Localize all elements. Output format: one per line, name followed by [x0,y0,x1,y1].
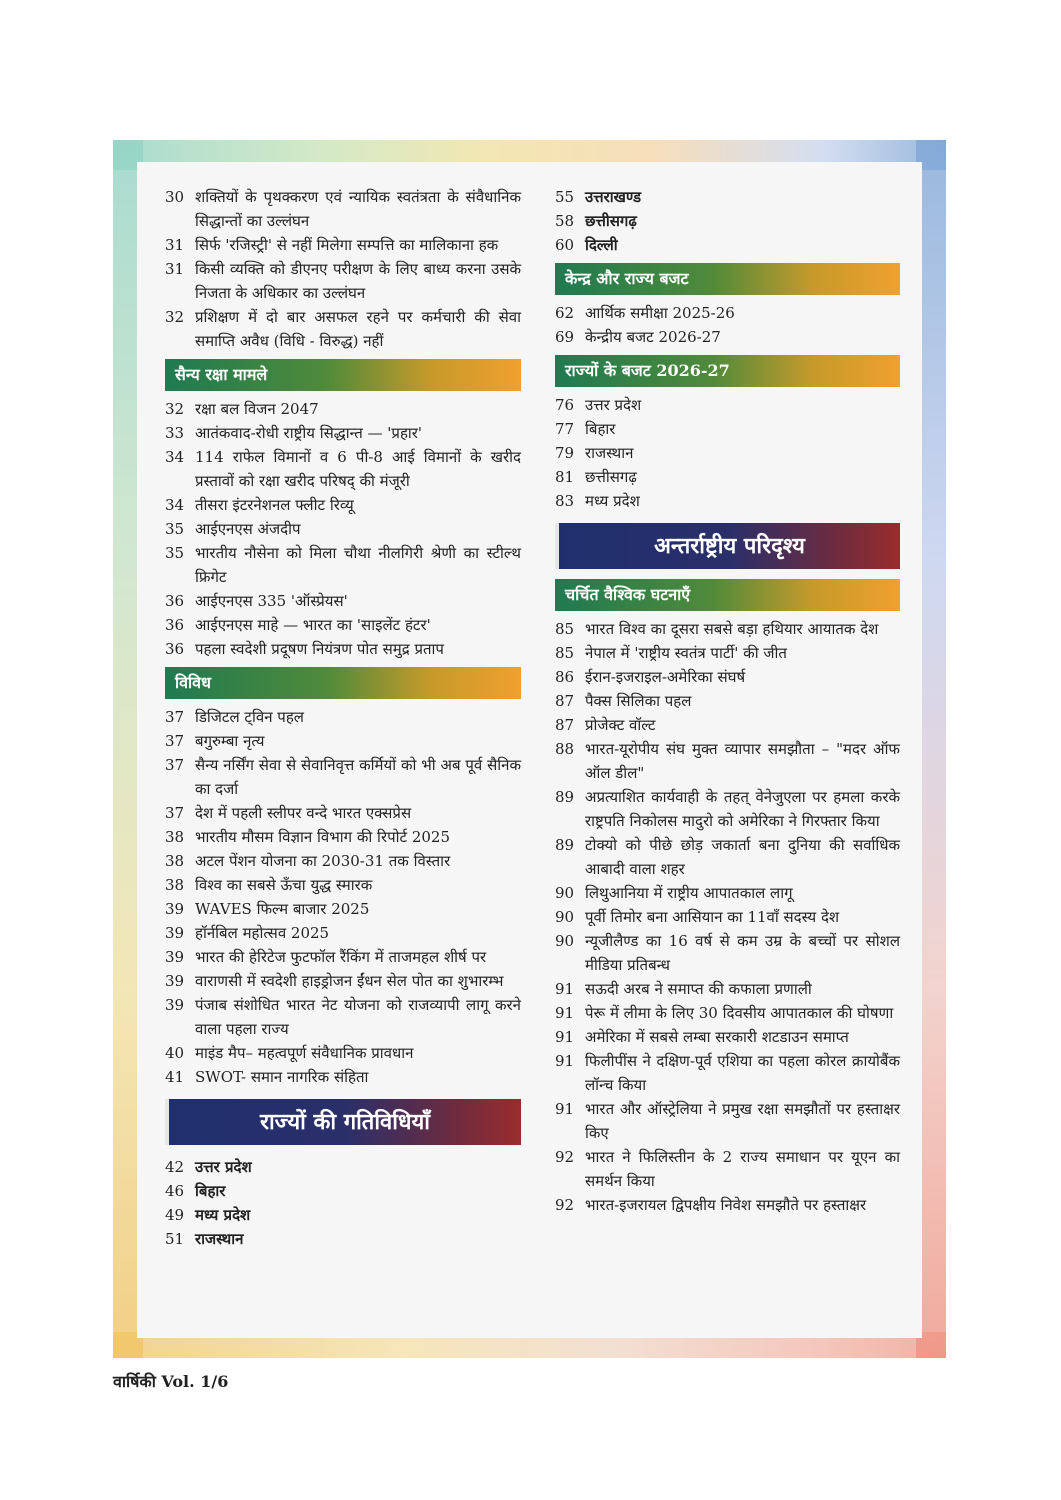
toc-entry[interactable] [555,301,900,325]
entry-title: मध्य प्रदेश [585,492,640,510]
entry-title: वाराणसी में स्वदेशी हाइड्रोजन ईंधन सेल पोत का शुभारम्भ [195,972,504,990]
section-heading: चर्चित वैश्विक घटनाएँ [555,579,900,611]
page-number: 51 [165,1230,185,1248]
entry-title: माइंड मैप– महत्वपूर्ण संवैधानिक प्रावधान [195,1044,414,1062]
section-heading: केन्द्र और राज्य बजट [555,263,900,295]
chapter-banner: राज्यों की गतिविधियाँ [165,1099,521,1145]
entry-title: प्रशिक्षण में दो बार असफल रहने पर कर्मचारी की सेवा समाप्ति अवैध (विधि - विरुद्ध) नहीं [195,308,521,350]
entry-title: सिर्फ 'रजिस्ट्री' से नहीं मिलेगा सम्पत्ति का मालिकाना हक [195,236,499,254]
toc-entry[interactable] [555,209,900,233]
entry-title: राजस्थान [195,1230,244,1248]
page-number: 35 [165,520,185,538]
page-number: 39 [165,900,185,918]
left-column [165,185,521,1251]
entry-title: 114 राफेल विमानों व 6 पी-8 आई विमानों के खरीद प्रस्तावों को रक्षा खरीद परिषद् की मंजूरी [195,448,521,490]
entry-title: पंजाब संशोधित भारत नेट योजना को राजव्यापी लागू करने वाला पहला राज्य [195,996,521,1038]
toc-entry[interactable] [165,445,521,493]
entry-title: भारतीय नौसेना को मिला चौथा नीलगिरी श्रेणी का स्टील्थ फ्रिगेट [195,544,521,586]
toc-entry[interactable] [165,801,521,825]
page-number: 41 [165,1068,185,1086]
toc-entry[interactable] [555,1097,900,1145]
entry-title: उत्तर प्रदेश [585,396,642,414]
toc-entry[interactable] [555,617,900,641]
page-number: 60 [555,236,575,254]
page-number: 86 [555,668,575,686]
page-number: 40 [165,1044,185,1062]
page-number: 32 [165,308,185,326]
page-number: 55 [555,188,575,206]
entry-title: छत्तीसगढ़ [585,468,637,486]
page-number: 32 [165,400,185,418]
entry-title: पैक्स सिलिका पहल [585,692,692,710]
entry-title: आईएनएस माहे — भारत का 'साइलेंट हंटर' [195,616,431,634]
toc-entry[interactable] [165,257,521,305]
entry-title: राजस्थान [585,444,634,462]
page-number: 90 [555,884,575,902]
toc-entry[interactable] [555,1145,900,1193]
page-number: 91 [555,1028,575,1046]
section-heading: राज्यों के बजट 2026-27 [555,355,900,387]
page-number: 85 [555,644,575,662]
entry-title: भारत विश्व का दूसरा सबसे बड़ा हथियार आयातक देश [585,620,879,638]
entry-title: टोक्यो को पीछे छोड़ जकार्ता बना दुनिया की सर्वाधिक आबादी वाला शहर [585,836,900,878]
toc-entry[interactable] [165,493,521,517]
page-number: 39 [165,924,185,942]
page-number: 91 [555,1052,575,1070]
page-number: 91 [555,980,575,998]
entry-title: शक्तियों के पृथक्करण एवं न्यायिक स्वतंत्रता के संवैधानिक सिद्धान्तों का उल्लंघन [195,188,521,230]
page-number: 31 [165,260,185,278]
entry-title: पूर्वी तिमोर बना आसियान का 11वाँ सदस्य देश [585,908,840,926]
toc-entry[interactable] [555,905,900,929]
entry-title: ईरान-इजराइल-अमेरिका संघर्ष [585,668,746,686]
toc-entry[interactable] [555,465,900,489]
page-number: 38 [165,852,185,870]
page-number: 90 [555,908,575,926]
toc-entry[interactable] [555,785,900,833]
toc-entry[interactable] [555,665,900,689]
section-heading: सैन्य रक्षा मामले [165,359,521,391]
entry-title: बगुरुम्बा नृत्य [195,732,265,750]
page-number: 34 [165,496,185,514]
page-number: 81 [555,468,575,486]
page-number: 36 [165,640,185,658]
page-number: 91 [555,1100,575,1118]
toc-entry[interactable] [165,517,521,541]
page-number: 62 [555,304,575,322]
page-number: 46 [165,1182,185,1200]
page-number: 92 [555,1196,575,1214]
entry-title: छत्तीसगढ़ [585,212,637,230]
page-number: 87 [555,692,575,710]
toc-entry[interactable] [555,325,900,349]
toc-entry[interactable] [165,421,521,445]
entry-title: न्यूजीलैण्ड का 16 वर्ष से कम उम्र के बच्चों पर सोशल मीडिया प्रतिबन्ध [585,932,900,974]
page-number: 85 [555,620,575,638]
entry-title: लिथुआनिया में राष्ट्रीय आपातकाल लागू [585,884,793,902]
page-number: 34 [165,448,185,466]
toc-entry[interactable] [165,705,521,729]
right-column [555,185,900,1217]
toc-entry[interactable] [555,881,900,905]
entry-title: अटल पेंशन योजना का 2030-31 तक विस्तार [195,852,451,870]
chapter-banner: अन्तर्राष्ट्रीय परिदृश्य [555,523,900,569]
page-number: 39 [165,996,185,1014]
toc-entry[interactable] [165,921,521,945]
entry-title: हॉर्नबिल महोत्सव 2025 [195,924,330,942]
entry-title: आईएनएस अंजदीप [195,520,301,538]
toc-entry[interactable] [555,185,900,209]
entry-title: भारत और ऑस्ट्रेलिया ने प्रमुख रक्षा समझौतों पर हस्ताक्षर किए [585,1100,900,1142]
toc-entry[interactable] [165,1155,521,1179]
page-number: 79 [555,444,575,462]
entry-title: सैन्य नर्सिंग सेवा से सेवानिवृत्त कर्मियों को भी अब पूर्व सैनिक का दर्जा [195,756,521,798]
toc-entry[interactable] [555,977,900,1001]
page-number: 88 [555,740,575,758]
toc-entry[interactable] [555,489,900,513]
entry-title: विश्व का सबसे ऊँचा युद्ध स्मारक [195,876,373,894]
entry-title: उत्तराखण्ड [585,188,642,206]
page-number: 87 [555,716,575,734]
page-number: 37 [165,756,185,774]
page-number: 77 [555,420,575,438]
page-number: 38 [165,828,185,846]
toc-entry[interactable] [165,185,521,233]
page-number: 92 [555,1148,575,1166]
entry-title: भारत ने फिलिस्तीन के 2 राज्य समाधान पर यूएन का समर्थन किया [585,1148,900,1190]
entry-title: देश में पहली स्लीपर वन्दे भारत एक्सप्रेस [195,804,412,822]
toc-entry[interactable] [165,1179,521,1203]
page-number: 91 [555,1004,575,1022]
toc-entry[interactable] [165,589,521,613]
entry-title: आईएनएस 335 'ऑस्प्रेयस' [195,592,348,610]
toc-entry[interactable] [165,1041,521,1065]
toc-entry[interactable] [555,441,900,465]
entry-title: फिलीपींस ने दक्षिण-पूर्व एशिया का पहला कोरल क्रायोबैंक लॉन्च किया [585,1052,900,1094]
entry-title: अमेरिका में सबसे लम्बा सरकारी शटडाउन समाप्त [585,1028,849,1046]
entry-title: सऊदी अरब ने समाप्त की कफाला प्रणाली [585,980,812,998]
entry-title: WAVES फिल्म बाजार 2025 [195,900,370,918]
toc-entry[interactable] [165,993,521,1041]
toc-entry[interactable] [555,713,900,737]
page-number: 33 [165,424,185,442]
toc-entry[interactable] [165,233,521,257]
entry-title: किसी व्यक्ति को डीएनए परीक्षण के लिए बाध्य करना उसके निजता के अधिकार का उल्लंघन [195,260,521,302]
toc-entry[interactable] [165,825,521,849]
page-number: 36 [165,616,185,634]
entry-title: बिहार [585,420,616,438]
toc-entry[interactable] [555,1025,900,1049]
toc-entry[interactable] [555,1049,900,1097]
entry-title: पहला स्वदेशी प्रदूषण नियंत्रण पोत समुद्र प्रताप [195,640,444,658]
entry-title: भारत की हेरिटेज फुटफॉल रैंकिंग में ताजमहल शीर्ष पर [195,948,487,966]
page-number: 90 [555,932,575,950]
toc-entry[interactable] [555,417,900,441]
toc-entry[interactable] [555,833,900,881]
entry-title: बिहार [195,1182,226,1200]
entry-title: तीसरा इंटरनेशनल फ्लीट रिव्यू [195,496,354,514]
toc-entry[interactable] [165,753,521,801]
toc-entry[interactable] [555,689,900,713]
entry-title: भारत-यूरोपीय संघ मुक्त व्यापार समझौता – "मदर ऑफ ऑल डील" [585,740,900,782]
page-number: 76 [555,396,575,414]
page-number: 37 [165,804,185,822]
toc-entry[interactable] [165,613,521,637]
entry-title: पेरू में लीमा के लिए 30 दिवसीय आपातकाल की घोषणा [585,1004,894,1022]
entry-title: आर्थिक समीक्षा 2025-26 [585,304,735,322]
page-number: 37 [165,732,185,750]
entry-title: आतंकवाद-रोधी राष्ट्रीय सिद्धान्त — 'प्रहार' [195,424,423,442]
entry-title: उत्तर प्रदेश [195,1158,252,1176]
page-footer: वार्षिकी Vol. 1/6 [113,1372,229,1391]
page-number: 31 [165,236,185,254]
toc-entry[interactable] [165,397,521,421]
toc-entry[interactable] [165,1203,521,1227]
entry-title: नेपाल में 'राष्ट्रीय स्वतंत्र पार्टी' की जीत [585,644,787,662]
entry-title: केन्द्रीय बजट 2026-27 [585,328,721,346]
toc-entry[interactable] [165,1227,521,1251]
toc-entry[interactable] [555,393,900,417]
toc-entry[interactable] [165,305,521,353]
entry-title: रक्षा बल विजन 2047 [195,400,319,418]
toc-entry[interactable] [165,873,521,897]
toc-entry[interactable] [165,1065,521,1089]
page-number: 42 [165,1158,185,1176]
entry-title: मध्य प्रदेश [195,1206,251,1224]
toc-entry[interactable] [165,637,521,661]
toc-entry[interactable] [165,541,521,589]
page-number: 39 [165,948,185,966]
toc-entry[interactable] [165,729,521,753]
page-number: 89 [555,836,575,854]
page-number: 89 [555,788,575,806]
toc-entry[interactable] [165,945,521,969]
entry-title: प्रोजेक्ट वॉल्ट [585,716,656,734]
entry-title: दिल्ली [585,236,618,254]
entry-title: अप्रत्याशित कार्यवाही के तहत् वेनेजुएला पर हमला करके राष्ट्रपति निकोलस मादुरो को अमेरिका ने गिरफ्तार किया [585,788,900,830]
entry-title: भारतीय मौसम विज्ञान विभाग की रिपोर्ट 2025 [195,828,450,846]
page-number: 69 [555,328,575,346]
page-number: 35 [165,544,185,562]
page-number: 58 [555,212,575,230]
toc-entry[interactable] [555,641,900,665]
page-number: 37 [165,708,185,726]
toc-entry[interactable] [555,233,900,257]
toc-entry[interactable] [555,1193,900,1217]
toc-entry[interactable] [165,969,521,993]
toc-entry[interactable] [555,1001,900,1025]
page-number: 39 [165,972,185,990]
page-number: 30 [165,188,185,206]
page-number: 36 [165,592,185,610]
toc-entry[interactable] [165,897,521,921]
toc-entry[interactable] [165,849,521,873]
section-heading: विविध [165,667,521,699]
toc-entry[interactable] [555,737,900,785]
entry-title: भारत-इजरायल द्विपक्षीय निवेश समझौते पर हस्ताक्षर [585,1196,867,1214]
toc-entry[interactable] [555,929,900,977]
entry-title: SWOT- समान नागरिक संहिता [195,1068,369,1086]
page-number: 38 [165,876,185,894]
page-number: 83 [555,492,575,510]
entry-title: डिजिटल ट्विन पहल [195,708,304,726]
page-number: 49 [165,1206,185,1224]
